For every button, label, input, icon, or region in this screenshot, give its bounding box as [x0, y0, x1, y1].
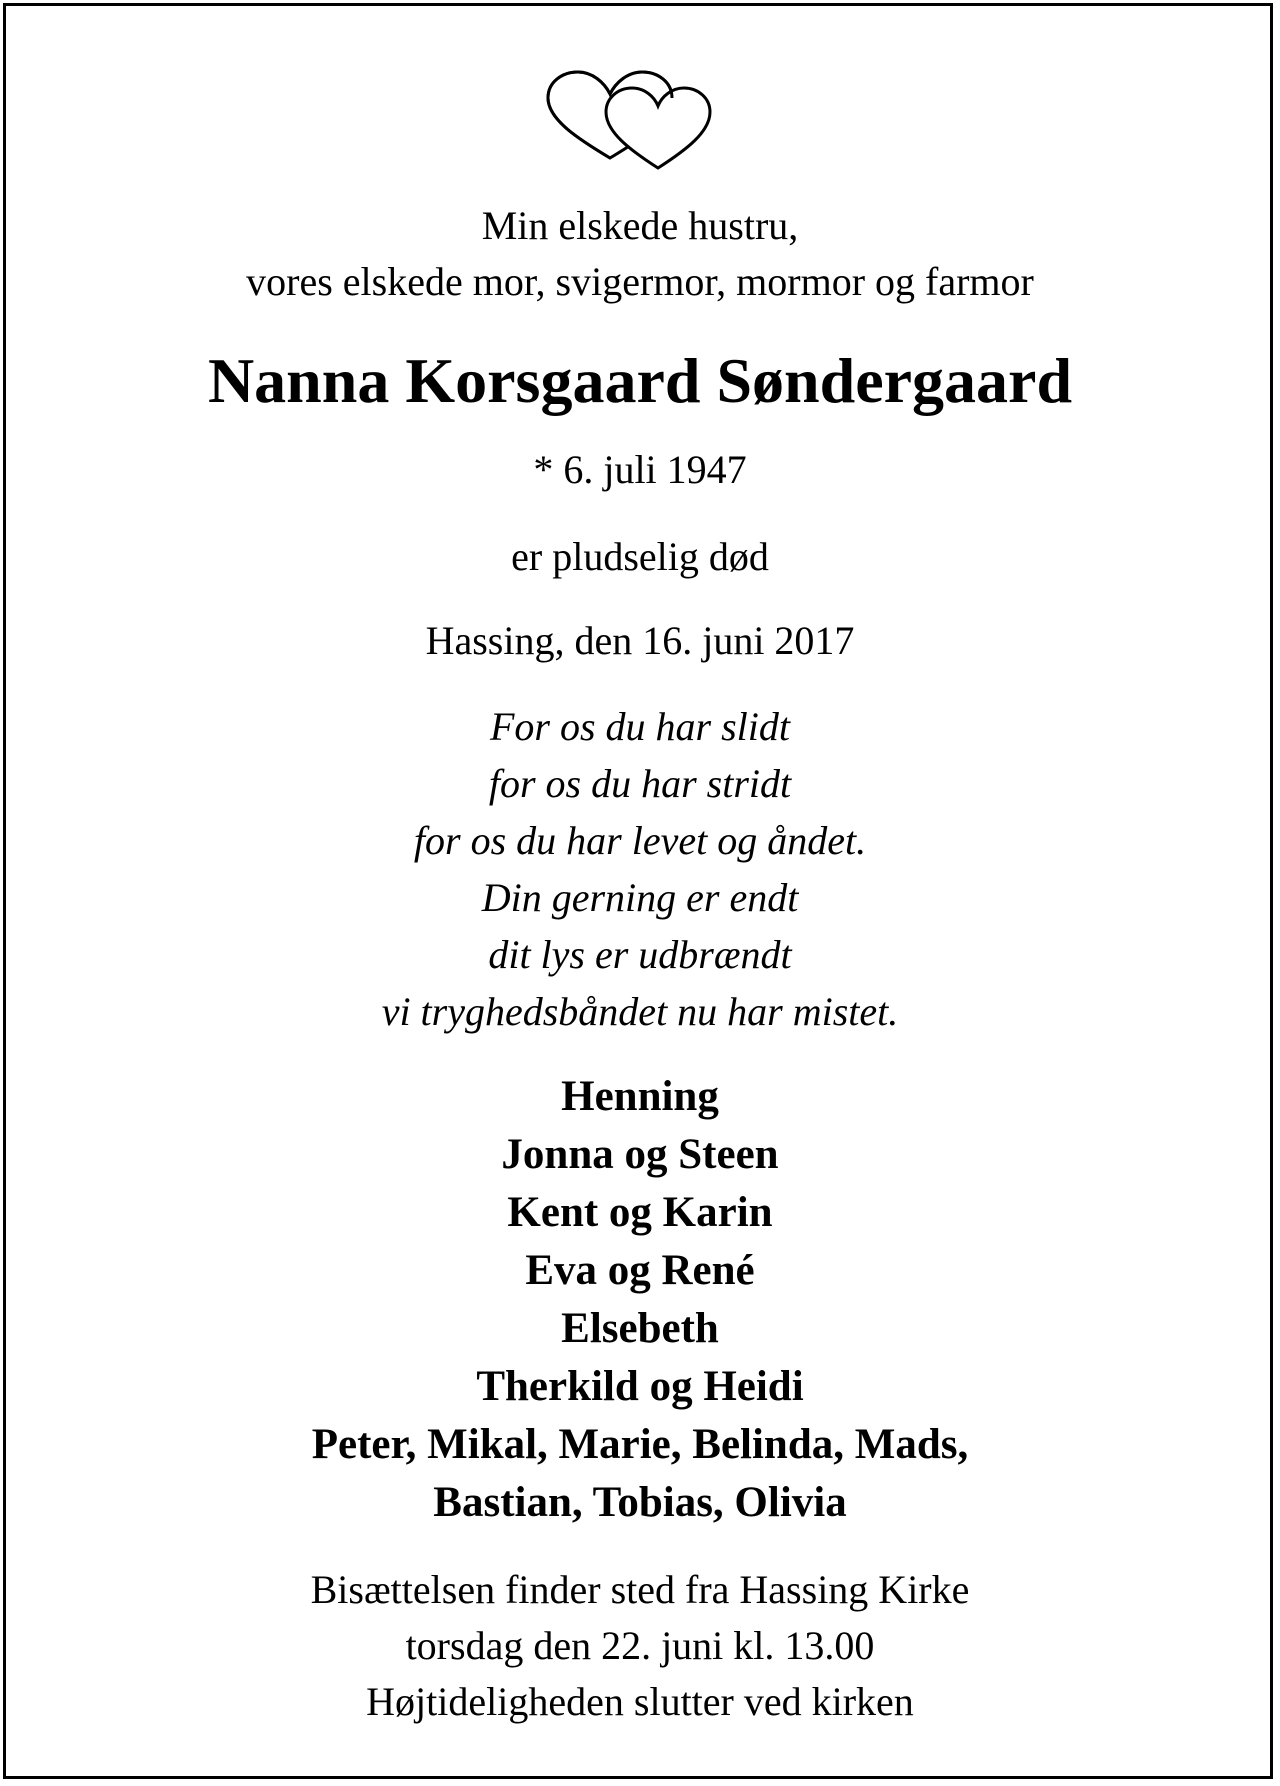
- double-hearts-icon: [540, 70, 740, 170]
- family-member: Eva og René: [525, 1247, 755, 1294]
- intro-line: vores elskede mor, svigermor, mormor og farmor: [246, 259, 1034, 304]
- poem-line: for os du har levet og åndet.: [413, 818, 867, 863]
- intro-line: Min elskede hustru,: [481, 203, 799, 248]
- family-member: Henning: [561, 1073, 719, 1120]
- funeral-info-line: Bisættelsen finder sted fra Hassing Kirke: [310, 1567, 970, 1612]
- deceased-name: Nanna Korsgaard Søndergaard: [207, 345, 1073, 416]
- poem-line: for os du har stridt: [488, 761, 792, 806]
- family-member: Peter, Mikal, Marie, Belinda, Mads,: [311, 1421, 969, 1468]
- family-member: Jonna og Steen: [501, 1131, 779, 1178]
- family-member: Kent og Karin: [507, 1189, 773, 1236]
- poem-line: vi tryghedsbåndet nu har mistet.: [381, 989, 899, 1034]
- funeral-info-line: torsdag den 22. juni kl. 13.00: [405, 1623, 875, 1668]
- family-member: Elsebeth: [561, 1305, 719, 1352]
- poem-line: Din gerning er endt: [481, 875, 799, 920]
- poem-line: For os du har slidt: [489, 704, 791, 749]
- funeral-info-line: Højtideligheden slutter ved kirken: [366, 1679, 914, 1724]
- death-note: er pludselig død: [511, 534, 769, 579]
- family-member: Therkild og Heidi: [476, 1363, 804, 1410]
- place-and-date: Hassing, den 16. juni 2017: [425, 618, 855, 663]
- poem-line: dit lys er udbrændt: [488, 932, 792, 977]
- birth-date: * 6. juli 1947: [533, 447, 747, 492]
- family-member: Bastian, Tobias, Olivia: [433, 1479, 847, 1526]
